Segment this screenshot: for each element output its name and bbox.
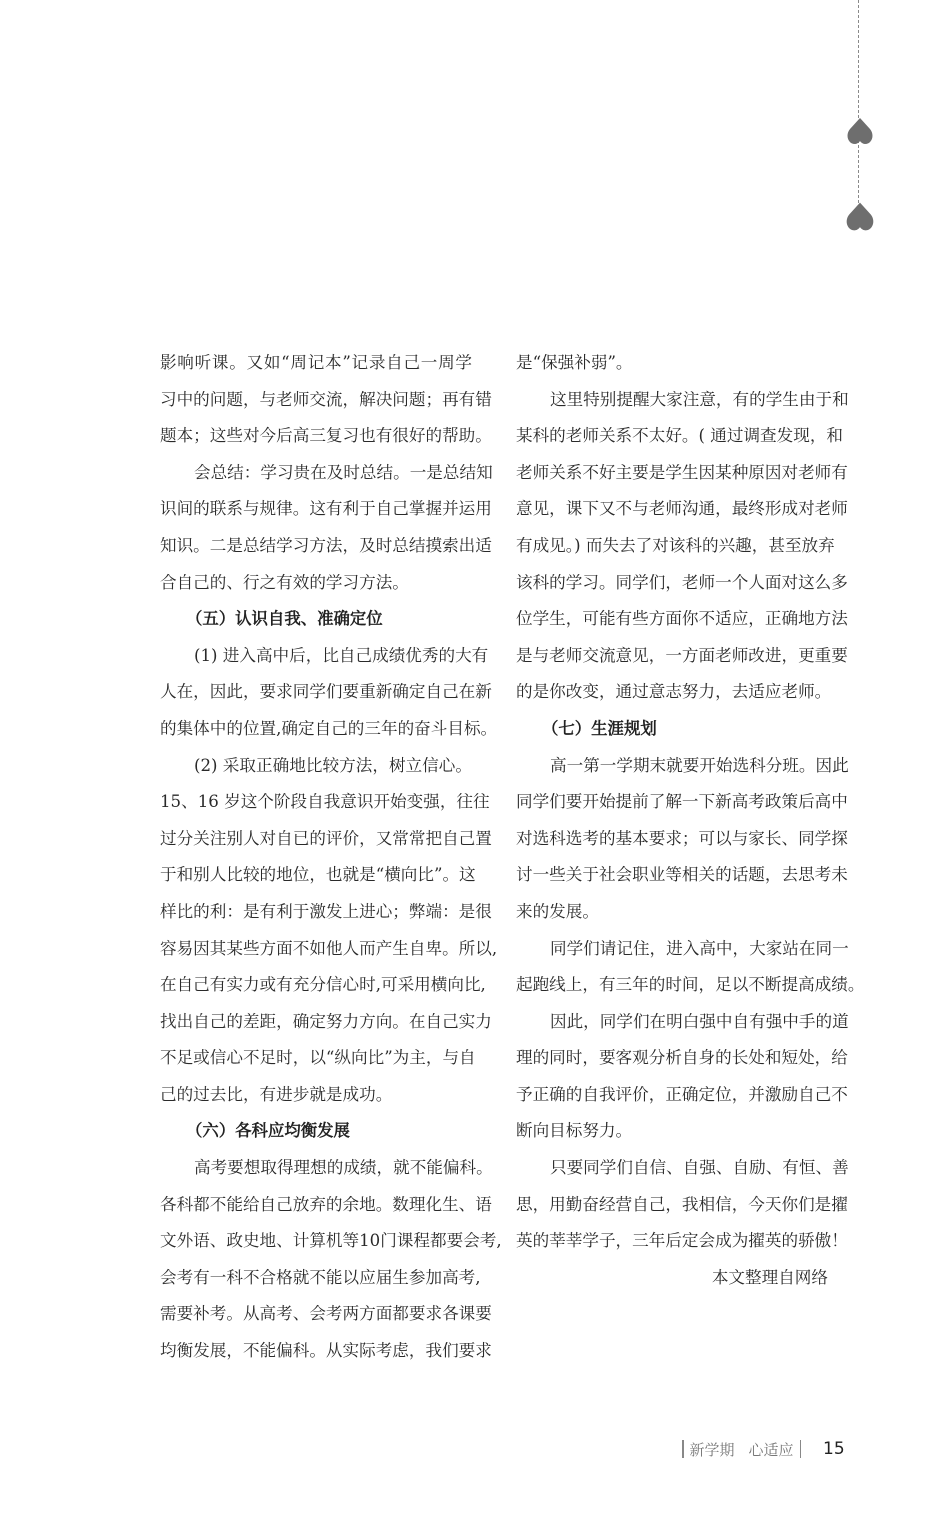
paragraph-line: 15、16 岁这个阶段自我意识开始变强，往往: [160, 792, 490, 812]
paragraph-line: 该科的学习。同学们，老师一个人面对这么多: [516, 572, 848, 592]
paragraph-line: 于和别人比较的地位，也就是“横向比”。这: [160, 865, 476, 885]
divider: [800, 1440, 802, 1458]
paragraph-line: 在自己有实力或有充分信心时,可采用横向比,: [160, 975, 486, 995]
footer-section-subtitle: 心适应: [748, 1440, 794, 1459]
section-heading: （七）生涯规划: [542, 718, 657, 738]
paragraph-line: 理的同时，要客观分析自身的长处和短处，给: [516, 1048, 848, 1068]
paragraph-line: 高考要想取得理想的成绩，就不能偏科。: [194, 1158, 493, 1178]
paragraph-line: 影响听课。又如“周记本”记录自己一周学: [160, 353, 472, 372]
paragraph-line: 习中的问题，与老师交流，解决问题；再有错: [160, 389, 492, 409]
paragraph-line: 均衡发展，不能偏科。从实际考虑，我们要求: [160, 1341, 492, 1361]
paragraph-line: 的集体中的位置,确定自己的三年的奋斗目标。: [160, 718, 498, 738]
paragraph-line: 英的莘莘学子，三年后定会成为擢英的骄傲！: [516, 1231, 848, 1251]
page-number: 15: [823, 1439, 845, 1459]
heart-icon: [844, 200, 876, 233]
paragraph-line: 同学们要开始提前了解一下新高考政策后高中: [516, 792, 848, 812]
paragraph-line: 过分关注别人对自已的评价，又常常把自己置: [160, 828, 492, 848]
paragraph-line: 容易因其某些方面不如他人而产生自卑。所以,: [160, 938, 498, 958]
paragraph-line: 知识。二是总结学习方法，及时总结摸索出适: [160, 535, 492, 555]
footer-section-title: 新学期: [689, 1440, 735, 1459]
paragraph-line: 因此，同学们在明白强中自有强中手的道: [550, 1011, 849, 1031]
paragraph-line: 各科都不能给自己放弃的余地。数理化生、语: [160, 1194, 492, 1214]
paragraph-line: 文外语、政史地、计算机等10门课程都要会考,: [160, 1231, 502, 1251]
paragraph-line: 是与老师交流意见，一方面老师改进，更重要: [516, 645, 848, 665]
paragraph-line: 这里特别提醒大家注意，有的学生由于和: [550, 389, 849, 409]
paragraph-line: 来的发展。: [516, 901, 599, 921]
paragraph-line: 题本；这些对今后高三复习也有很好的帮助。: [160, 426, 492, 446]
paragraph-line: 予正确的自我评价，正确定位，并激励自己不: [516, 1084, 848, 1104]
paragraph-line: 高一第一学期末就要开始选科分班。因此: [550, 755, 849, 775]
left-text-column: [160, 345, 502, 1370]
paragraph-line: 是“保强补弱”。: [516, 353, 633, 372]
paragraph-line: 合自己的、行之有效的学习方法。: [160, 572, 409, 592]
paragraph-line: 思，用勤奋经营自己，我相信，今天你们是擢: [516, 1194, 848, 1214]
paragraph-line: 己的过去比，有进步就是成功。: [160, 1084, 393, 1104]
right-text-column: [516, 345, 865, 1296]
paragraph-line: 位学生，可能有些方面你不适应，正确地方法: [516, 609, 848, 629]
section-heading: （六）各科应均衡发展: [186, 1121, 350, 1141]
paragraph-line: 断向目标努力。: [516, 1121, 633, 1141]
paragraph-line: 起跑线上，有三年的时间，足以不断提高成绩。: [516, 975, 865, 995]
paragraph-line: 的是你改变，通过意志努力，去适应老师。: [516, 682, 832, 702]
paragraph-line: 识间的联系与规律。这有利于自己掌握并运用: [160, 499, 492, 519]
paragraph-line: 会总结：学习贵在及时总结。一是总结知: [194, 462, 493, 482]
paragraph-line: 某科的老师关系不太好。( 通过调查发现，和: [516, 426, 844, 446]
paragraph-line: 人在，因此，要求同学们要重新确定自己在新: [160, 682, 492, 702]
paragraph-line: 意见，课下又不与老师沟通，最终形成对老师: [516, 499, 848, 519]
paragraph-line: (2) 采取正确地比较方法，树立信心。: [194, 755, 472, 775]
page-footer: [676, 1437, 845, 1461]
paragraph-line: 同学们请记住，进入高中，大家站在同一: [550, 938, 849, 958]
paragraph-line: 老师关系不好主要是学生因某种原因对老师有: [516, 462, 848, 482]
paragraph-line: 不足或信心不足时，以“纵向比”为主，与自: [160, 1048, 476, 1068]
paragraph-line: 找出自己的差距，确定努力方向。在自己实力: [160, 1011, 492, 1031]
heart-icon: [845, 116, 875, 146]
paragraph-line: 样比的利：是有利于激发上进心；弊端：是很: [160, 901, 492, 921]
paragraph-line: 会考有一科不合格就不能以应届生参加高考,: [160, 1267, 481, 1287]
section-heading: （五）认识自我、准确定位: [186, 609, 383, 629]
paragraph-line: (1) 进入高中后，比自己成绩优秀的大有: [194, 645, 489, 665]
source-note: 本文整理自网络: [711, 1267, 828, 1287]
paragraph-line: 只要同学们自信、自强、自励、有恒、善: [550, 1158, 849, 1178]
paragraph-line: 有成见。) 而失去了对该科的兴趣，甚至放弃: [516, 535, 835, 555]
paragraph-line: 对选科选考的基本要求；可以与家长、同学探: [516, 828, 848, 848]
paragraph-line: 讨一些关于社会职业等相关的话题，去思考未: [516, 865, 848, 885]
decorative-dashed-line: [858, 0, 859, 208]
paragraph-line: 需要补考。从高考、会考两方面都要求各课要: [160, 1304, 492, 1324]
divider: [682, 1440, 684, 1458]
